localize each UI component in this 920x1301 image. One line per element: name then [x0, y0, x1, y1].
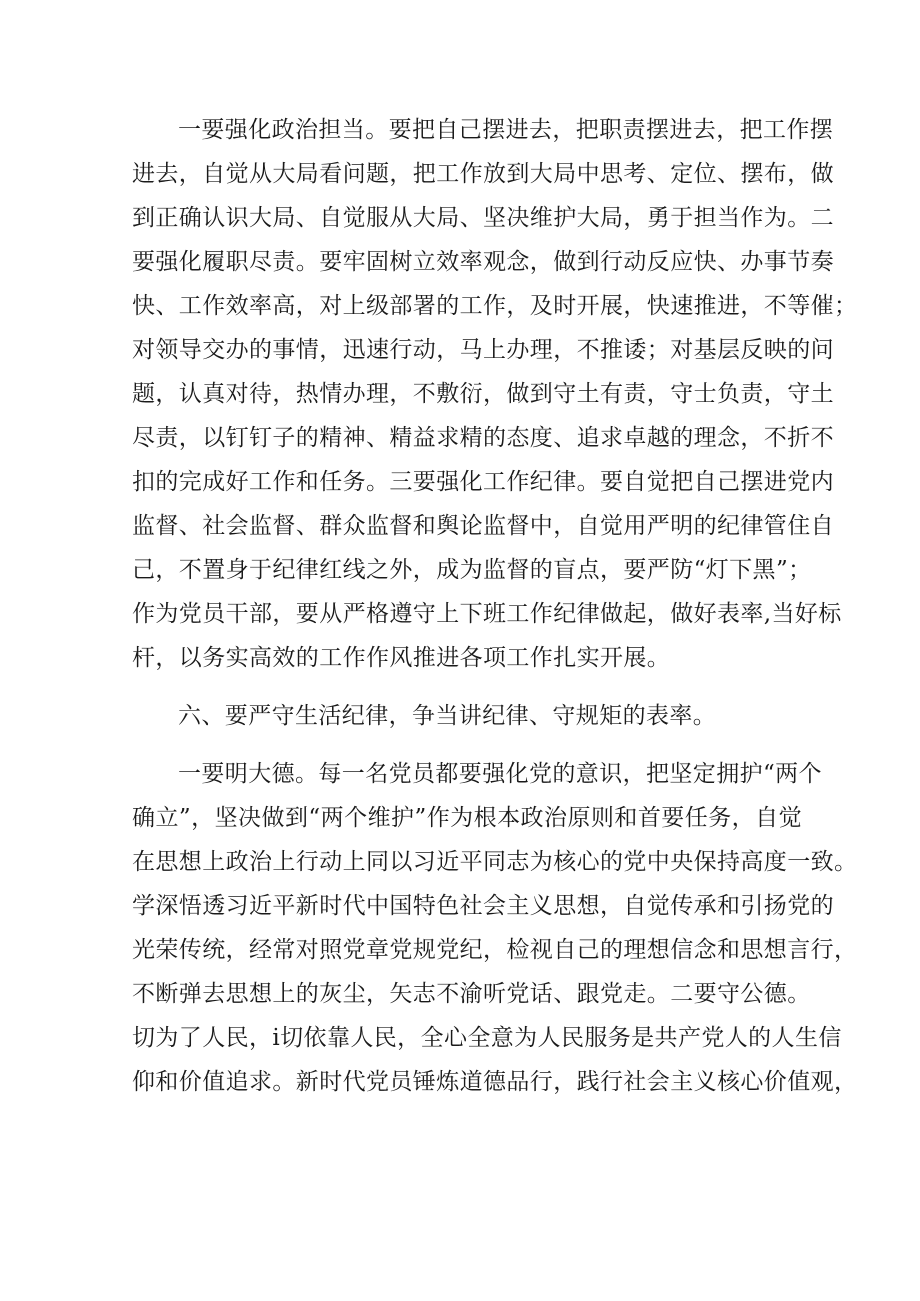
text-line: 不断弹去思想上的灰尘，矢志不渝听党话、跟党走。二要守公德。 [132, 981, 811, 1007]
text-line: 扣的完成好工作和任务。三要强化工作纪律。要自觉把自己摆进党内 [132, 469, 834, 495]
section-heading [132, 694, 802, 738]
text-line: 进去，自觉从大局看问题，把工作放到大局中思考、定位、摆布，做 [132, 161, 834, 187]
text-line: 尽责，以钉钉子的精神、精益求精的态度、追求卓越的理念，不折不 [132, 425, 834, 451]
paragraph-1 [132, 108, 858, 680]
text-line: 到正确认识大局、自觉服从大局、坚决维护大局，勇于担当作为。二 [132, 205, 834, 231]
text-line: 光荣传统，经常对照党章党规党纪，检视自己的理想信念和思想言行， [132, 937, 858, 963]
text-line: 己，不置身于纪律红线之外，成为监督的盲点，要严防“灯下黑”； [132, 557, 812, 583]
text-line: 仰和价值追求。新时代党员锤炼道德品行，践行社会主义核心价值观， [132, 1069, 858, 1095]
text-line: 题，认真对待，热情办理，不敷衍，做到守土有责，守士负责，守土 [132, 381, 834, 407]
text-line: 作为党员干部，要从严格遵守上下班工作纪律做起，做好表率,当好标 [132, 601, 842, 627]
text-line: 快、工作效率高，对上级部署的工作，及时开展，快速推进，不等催； [132, 293, 858, 319]
document-body [132, 108, 858, 1104]
text-line: 在思想上政治上行动上同以习近平同志为核心的党中央保持高度一致。 [132, 849, 858, 875]
paragraph-spacing [132, 680, 802, 694]
heading-line: 六、要严守生活纪律，争当讲纪律、守规矩的表率。 [178, 703, 717, 729]
text-line: 学深悟透习近平新时代中国特色社会主义思想，自觉传承和引扬党的 [132, 893, 834, 919]
paragraph-spacing [132, 738, 802, 752]
text-line: 确立”，坚决做到“两个维护”作为根本政治原则和首要任务，自觉 [132, 805, 802, 831]
text-line: 监督、社会监督、群众监督和舆论监督中，自觉用严明的纪律管住自 [132, 513, 834, 539]
text-line: 杆，以务实高效的工作作风推进各项工作扎实开展。 [132, 645, 671, 671]
text-line: 切为了人民，i切依靠人民，全心全意为人民服务是共产党人的人生信 [132, 1025, 842, 1051]
text-line: 一要强化政治担当。要把自己摆进去，把职责摆进去，把工作摆 [178, 117, 834, 143]
text-line: 一要明大德。每一名党员都要强化党的意识，把坚定拥护“两个 [178, 761, 822, 787]
text-line: 对领导交办的事情，迅速行动，马上办理，不推诿；对基层反映的问 [132, 337, 834, 363]
text-line: 要强化履职尽责。要牢固树立效率观念，做到行动反应快、办事节奏 [132, 249, 834, 275]
paragraph-3 [132, 752, 858, 1104]
